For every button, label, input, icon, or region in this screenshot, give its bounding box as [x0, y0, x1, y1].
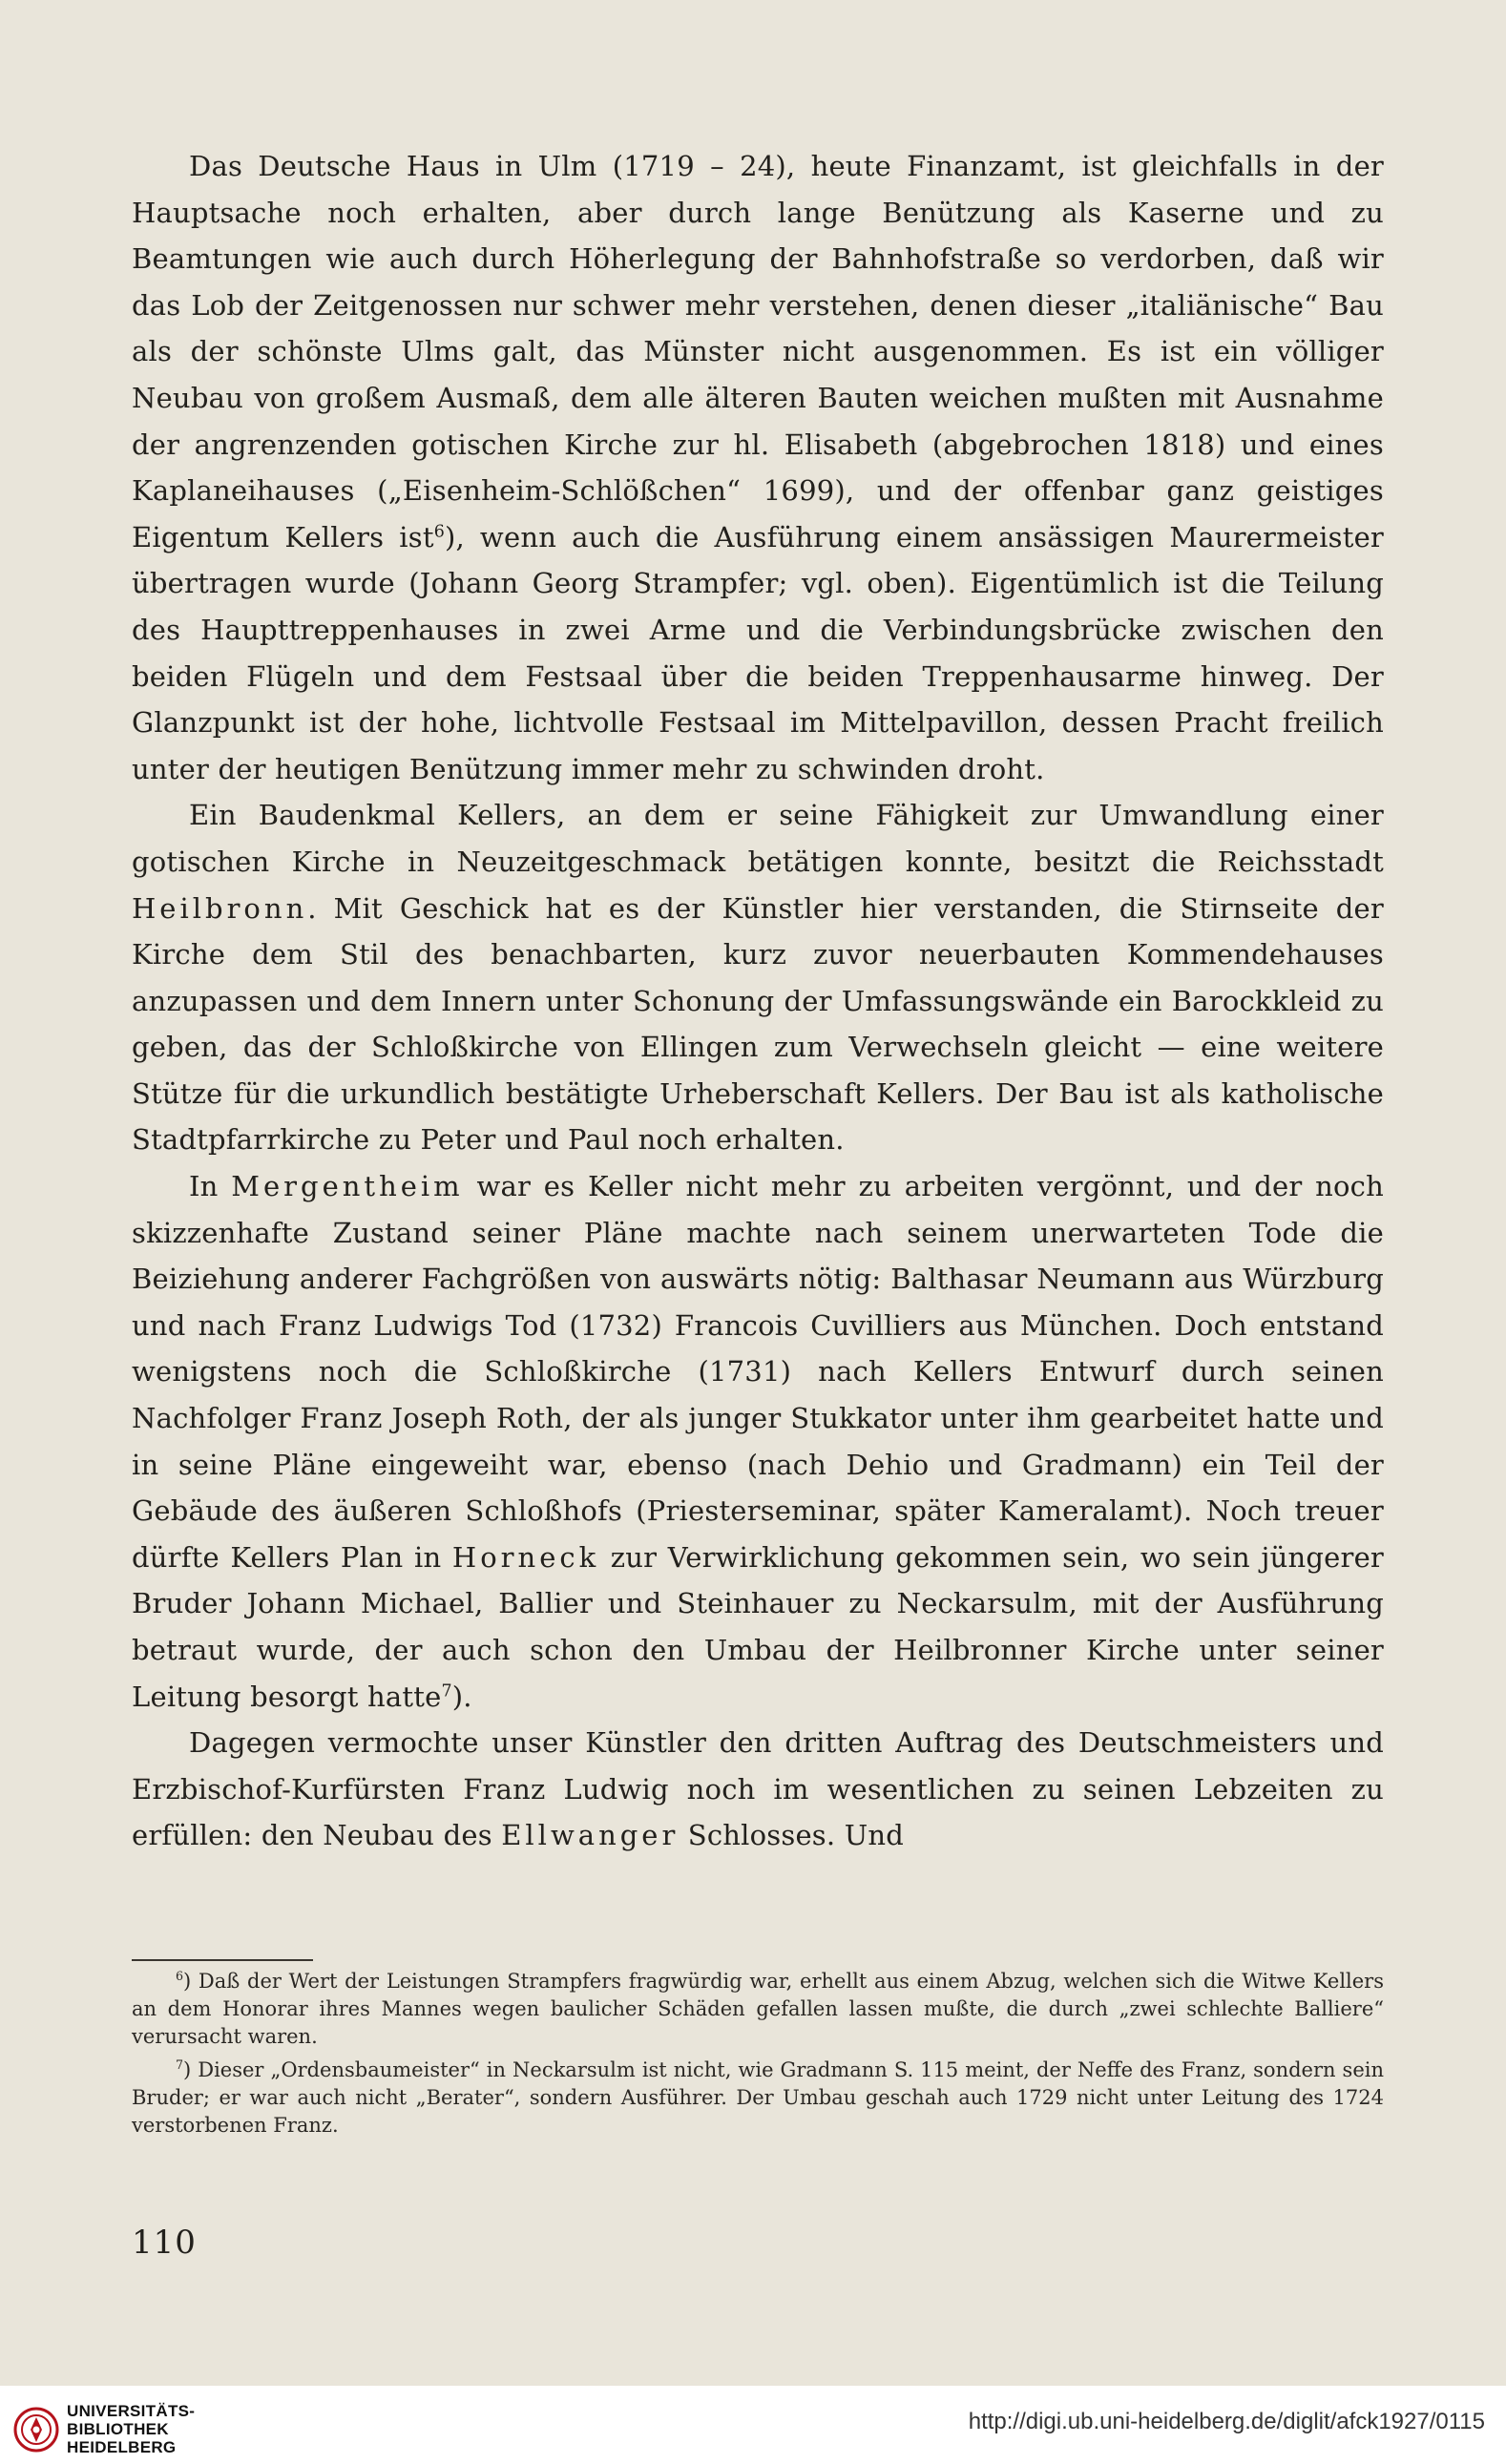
library-logo[interactable] — [13, 2402, 195, 2456]
logo-line-2: BIBLIOTHEK — [67, 2420, 169, 2438]
paragraph-3 — [132, 1163, 1384, 1720]
logo-line-3: HEIDELBERG — [67, 2438, 177, 2456]
footnote-6-text: ) Daß der Wert der Leistungen Strampfers fragwürdig war, erhellt aus einem Abzug, welchen sich die Witwe Kellers an dem Honorar ihres Mannes wegen baulicher Schäden gefallen lassen mußte, die durch „zwei schlechte Balliere“ verursacht waren. — [132, 1970, 1384, 2048]
paragraph-4-text: Dagegen vermochte unser Künstler den dritten Auftrag des Deutschmeisters und Erzbischof-Kurfürsten Franz Ludwig noch im wesentlichen zu seinen Lebzeiten zu erfüllen: den Neubau des — [132, 1726, 1384, 1852]
place-mergentheim: Mergentheim — [231, 1170, 464, 1203]
footnotes — [132, 1968, 1384, 2145]
paragraph-3-close: ). — [451, 1680, 472, 1713]
place-ellwanger: Ellwanger — [501, 1819, 680, 1852]
page-number: 110 — [132, 2224, 197, 2262]
paragraph-4-end: Schlosses. Und — [679, 1819, 905, 1852]
footnote-7-text: ) Dieser „Ordensbaumeister“ in Neckarsulm ist nicht, wie Gradmann S. 115 meint, der Neffe des Franz, sondern sein Bruder; er war auch nicht „Berater“, sondern Ausführer. Der Umbau geschah auch 1729 nicht unter Leitung des 1724 verstorbenen Franz. — [132, 2058, 1384, 2137]
place-heilbronn: Heilbronn — [132, 891, 308, 925]
library-name — [67, 2402, 195, 2456]
footnote-ref-6[interactable]: 6 — [433, 522, 445, 542]
paragraph-1-end: ), wenn auch die Ausführung einem ansässigen Maurermeister übertragen wurde (Johann Georg Strampfer; vgl. oben). Eigentümlich ist die Teilung des Haupttreppenhauses in zwei Arme und die Verbindungsbrücke zwischen den beiden Flügeln und dem Festsaal über die beiden Treppenhausarme hinweg. Der Glanzpunkt ist der hohe, lichtvolle Festsaal im Mittelpavillon, dessen Pracht freilich unter der heutigen Benützung immer mehr zu schwinden droht. — [132, 520, 1384, 785]
place-horneck: Horneck — [451, 1540, 600, 1574]
paragraph-1-text: Das Deutsche Haus in Ulm (1719 – 24), heute Finanzamt, ist gleichfalls in der Hauptsache noch erhalten, aber durch lange Benützung als Kaserne und zu Beamtungen wie auch durch Höherlegung der Bahnhofstraße so verdorben, daß wir das Lob der Zeitgenossen nur schwer mehr verstehen, denen dieser „italiänische“ Bau als der schönste Ulms galt, das Münster nicht ausgenommen. Es ist ein völliger Neubau von großem Ausmaß, dem alle älteren Bauten weichen mußten mit Ausnahme der angrenzenden gotischen Kirche zur hl. Elisabeth (abgebrochen 1818) und eines Kaplaneihauses („Eisenheim-Schlößchen“ 1699), und der offenbar ganz geistiges Eigentum Kellers ist — [132, 150, 1384, 553]
footnote-divider — [132, 1959, 313, 1961]
footnote-6-mark: 6 — [176, 1969, 184, 1983]
paragraph-2-end: . Mit Geschick hat es der Künstler hier verstanden, die Stirnseite der Kirche dem Stil des benachbarten, kurz zuvor neuerbauten Kommendehauses anzupassen und dem Innern unter Schonung der Umfassungswände ein Barockkleid zu geben, das der Schloßkirche von Ellingen zum Verwechseln gleicht — eine weitere Stütze für die urkundlich bestätigte Urheberschaft Kellers. Der Bau ist als katholische Stadtpfarrkirche zu Peter und Paul noch erhalten. — [132, 891, 1384, 1157]
footnote-ref-7[interactable]: 7 — [441, 1681, 452, 1701]
footnote-7 — [132, 2057, 1384, 2140]
paragraph-1 — [132, 143, 1384, 792]
paragraph-3-start: In — [189, 1170, 232, 1203]
university-seal-icon — [13, 2407, 59, 2453]
footnote-6 — [132, 1968, 1384, 2051]
paragraph-3-mid: war es Keller nicht mehr zu arbeiten vergönnt, und der noch skizzenhafte Zustand seiner Pläne machte nach seinem unerwarteten Tode die Beiziehung anderer Fachgrößen von auswärts nötig: Balthasar Neumann aus Würzburg und nach Franz Ludwigs Tod (1732) Francois Cuvilliers aus München. Doch entstand wenigstens noch die Schloßkirche (1731) nach Kellers Entwurf durch seinen Nachfolger Franz Joseph Roth, der als junger Stukkator unter ihm gearbeitet hatte und in seine Pläne eingeweiht war, ebenso (nach Dehio und Gradmann) ein Teil der Gebäude des äußeren Schloßhofs (Priesterseminar, später Kameralamt). Noch treuer dürfte Kellers Plan in — [132, 1170, 1385, 1574]
paragraph-3-end: zur Verwirklichung gekommen sein, wo sein jüngerer Bruder Johann Michael, Ballier und Steinhauer zu Neckarsulm, mit der Ausführung betraut wurde, der auch schon den Umbau der Heilbronner Kirche unter seiner Leitung besorgt hatte — [132, 1540, 1384, 1713]
footnote-7-mark: 7 — [176, 2057, 184, 2072]
paragraph-2-text: Ein Baudenkmal Kellers, an dem er seine Fähigkeit zur Umwandlung einer gotischen Kirche in Neuzeitgeschmack betätigen konnte, besitzt die Reichsstadt — [132, 799, 1384, 878]
paragraph-4 — [132, 1720, 1384, 1859]
main-text — [132, 143, 1384, 1859]
logo-line-1: UNIVERSITÄTS- — [67, 2402, 196, 2420]
source-url-link[interactable]: http://digi.ub.uni-heidelberg.de/diglit/afck1927/0115 — [968, 2409, 1485, 2434]
paragraph-2 — [132, 792, 1384, 1163]
